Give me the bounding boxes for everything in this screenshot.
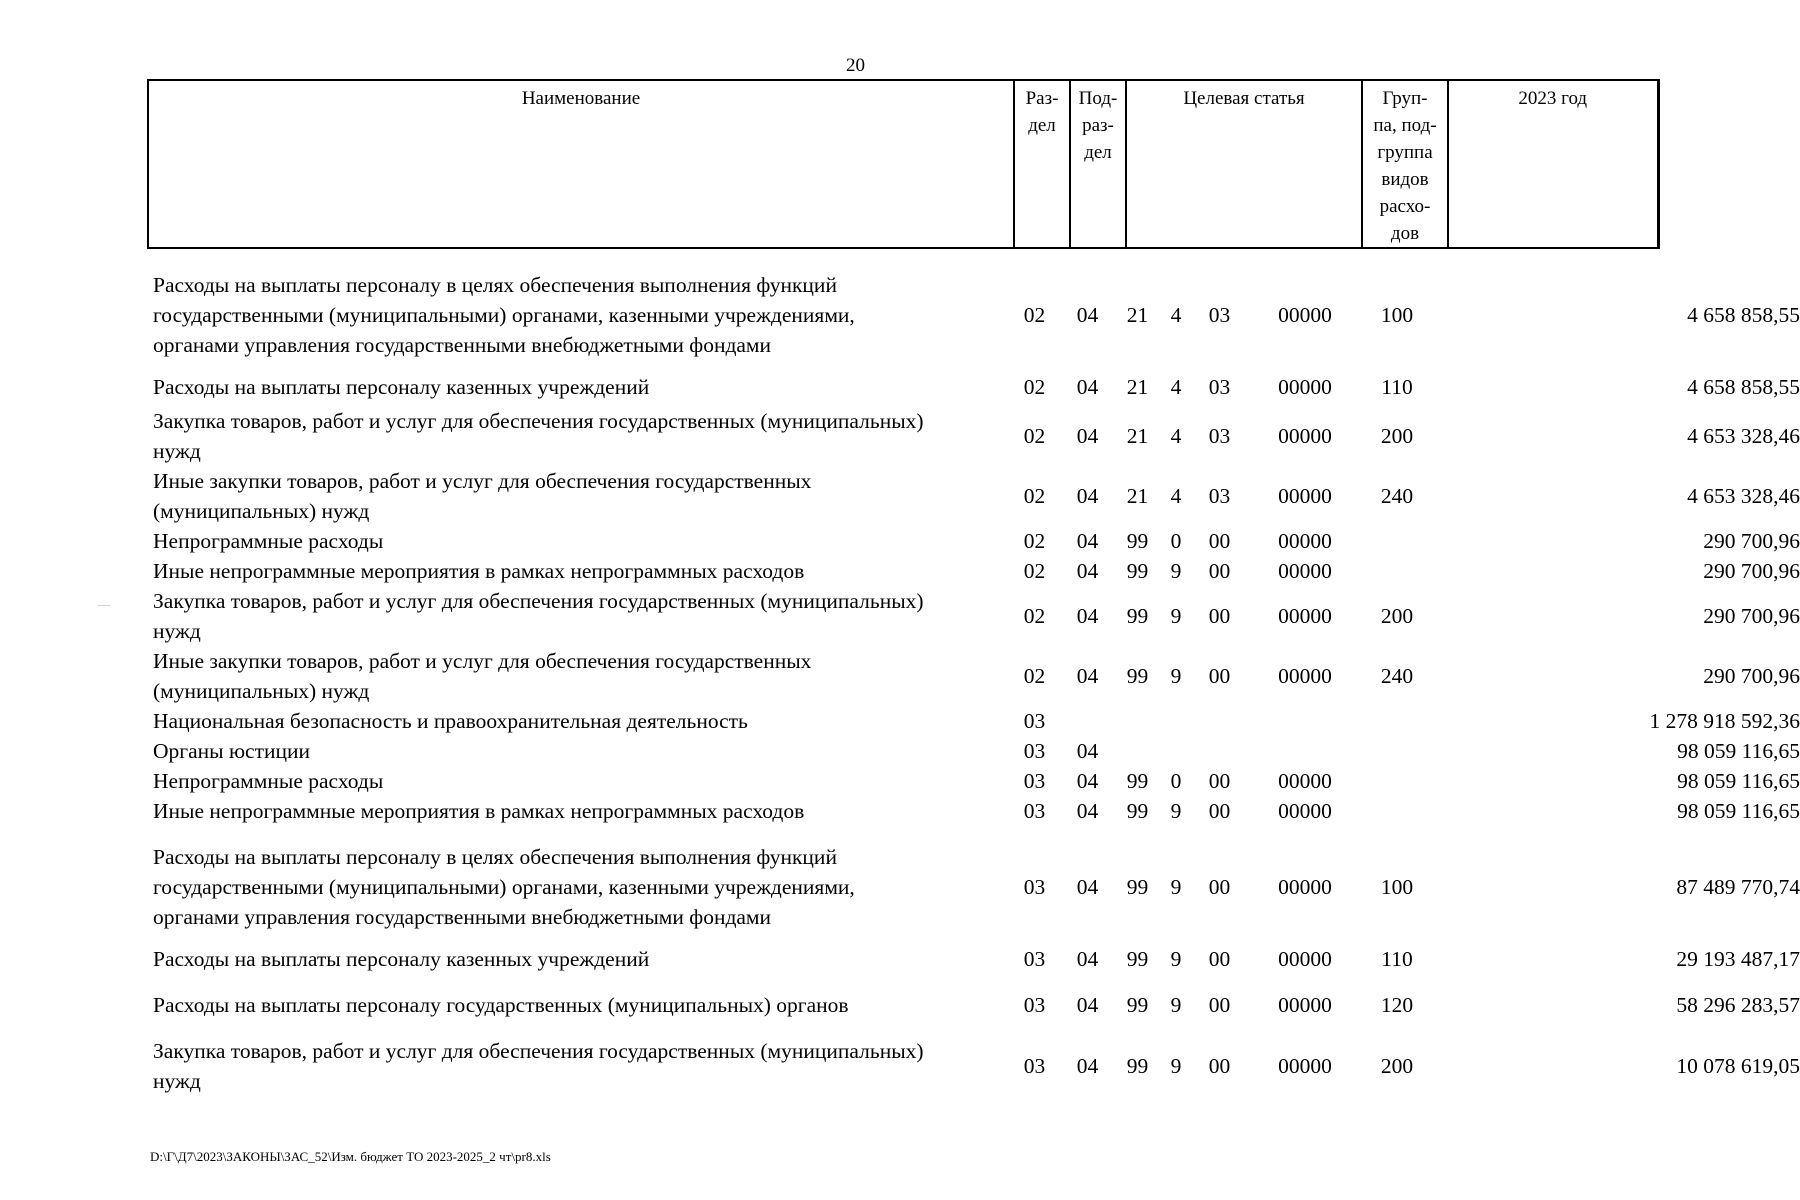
row-name-line: Иные непрограммные мероприятия в рамках непрограммных расходов (153, 559, 805, 583)
row-name-line: (муниципальных) нужд (153, 499, 370, 523)
cell-cs2: 9 (1170, 1054, 1182, 1078)
cell-cs2: 9 (1170, 604, 1182, 628)
cell-cs1: 99 (1126, 799, 1149, 823)
cell-cs1: 99 (1126, 1054, 1149, 1078)
table-header (147, 79, 1660, 249)
cell-cs1: 21 (1126, 303, 1149, 327)
row-name-line: органами управления государственными внебюджетными фондами (153, 333, 772, 357)
table-row (147, 1036, 1800, 1096)
header-target-article: Целевая статья (1126, 80, 1362, 248)
cell-cs4: 00000 (1278, 529, 1332, 553)
cell-razdel: 03 (1023, 1054, 1046, 1078)
cell-razdel: 02 (1023, 375, 1046, 399)
cell-cs3: 03 (1208, 424, 1231, 448)
cell-podrazdel: 04 (1076, 604, 1099, 628)
table-row (147, 944, 1800, 974)
cell-razdel: 02 (1023, 529, 1046, 553)
row-name-line: Расходы на выплаты персоналу в целях обеспечения выполнения функций (153, 845, 837, 869)
cell-cs2: 0 (1170, 529, 1182, 553)
cell-vid: 120 (1380, 993, 1414, 1017)
cell-cs1: 99 (1126, 529, 1149, 553)
cell-vid: 240 (1380, 664, 1414, 688)
cell-amount: 290 700,96 (1703, 559, 1800, 583)
cell-podrazdel: 04 (1076, 529, 1099, 553)
cell-cs2: 0 (1170, 769, 1182, 793)
row-name-line: нужд (153, 1069, 201, 1093)
cell-cs4: 00000 (1278, 424, 1332, 448)
cell-podrazdel: 04 (1076, 769, 1099, 793)
cell-amount: 58 296 283,57 (1676, 993, 1800, 1017)
table-row (147, 842, 1800, 932)
cell-razdel: 03 (1023, 769, 1046, 793)
table-row (147, 270, 1800, 360)
row-name-line: Непрограммные расходы (153, 529, 384, 553)
row-name (153, 586, 1023, 646)
table-row (147, 706, 1800, 736)
cell-cs3: 00 (1208, 947, 1231, 971)
cell-amount: 1 278 918 592,36 (1649, 709, 1800, 733)
row-name-line: Расходы на выплаты персоналу в целях обеспечения выполнения функций (153, 273, 837, 297)
row-name (153, 406, 1023, 466)
row-name-line: государственными (муниципальными) органами, казенными учреждениями, (153, 875, 855, 899)
cell-amount: 4 658 858,55 (1687, 303, 1800, 327)
header-razdel: Раз- дел (1014, 80, 1070, 248)
row-name (153, 372, 1023, 402)
cell-vid: 200 (1380, 604, 1414, 628)
cell-cs1: 99 (1126, 947, 1149, 971)
cell-cs1: 21 (1126, 375, 1149, 399)
row-name-line: нужд (153, 439, 201, 463)
cell-cs3: 00 (1208, 529, 1231, 553)
table-row (147, 646, 1800, 706)
cell-podrazdel: 04 (1076, 875, 1099, 899)
cell-razdel: 02 (1023, 559, 1046, 583)
cell-podrazdel: 04 (1076, 559, 1099, 583)
cell-cs3: 00 (1208, 1054, 1231, 1078)
cell-cs1: 99 (1126, 664, 1149, 688)
cell-cs4: 00000 (1278, 604, 1332, 628)
cell-amount: 98 059 116,65 (1677, 739, 1800, 763)
cell-cs2: 4 (1170, 303, 1182, 327)
cell-cs2: 4 (1170, 484, 1182, 508)
cell-cs3: 03 (1208, 375, 1231, 399)
row-name (153, 796, 1023, 826)
cell-cs3: 03 (1208, 303, 1231, 327)
margin-mark (98, 605, 110, 606)
row-name (153, 990, 1023, 1020)
cell-cs2: 9 (1170, 947, 1182, 971)
table-row (147, 990, 1800, 1020)
cell-cs2: 9 (1170, 664, 1182, 688)
table-row (147, 766, 1800, 796)
cell-cs4: 00000 (1278, 484, 1332, 508)
cell-amount: 4 653 328,46 (1687, 484, 1800, 508)
cell-cs4: 00000 (1278, 303, 1332, 327)
cell-razdel: 02 (1023, 424, 1046, 448)
row-name-line: нужд (153, 619, 201, 643)
cell-cs3: 03 (1208, 484, 1231, 508)
cell-cs1: 99 (1126, 769, 1149, 793)
row-name-line: Непрограммные расходы (153, 769, 384, 793)
cell-cs4: 00000 (1278, 559, 1332, 583)
row-name (153, 556, 1023, 586)
cell-cs4: 00000 (1278, 769, 1332, 793)
cell-cs4: 00000 (1278, 664, 1332, 688)
cell-cs4: 00000 (1278, 947, 1332, 971)
row-name-line: Иные закупки товаров, работ и услуг для обеспечения государственных (153, 469, 812, 493)
cell-vid: 100 (1380, 875, 1414, 899)
cell-cs2: 9 (1170, 799, 1182, 823)
cell-razdel: 02 (1023, 604, 1046, 628)
cell-podrazdel: 04 (1076, 799, 1099, 823)
cell-podrazdel: 04 (1076, 947, 1099, 971)
row-name-line: (муниципальных) нужд (153, 679, 370, 703)
cell-cs3: 00 (1208, 993, 1231, 1017)
cell-cs3: 00 (1208, 604, 1231, 628)
cell-amount: 29 193 487,17 (1676, 947, 1800, 971)
cell-cs1: 21 (1126, 484, 1149, 508)
row-name (153, 944, 1023, 974)
row-name-line: Закупка товаров, работ и услуг для обеспечения государственных (муниципальных) (153, 589, 924, 613)
header-year: 2023 год (1448, 80, 1658, 248)
cell-razdel: 03 (1023, 799, 1046, 823)
cell-cs1: 99 (1126, 559, 1149, 583)
table-row (147, 736, 1800, 766)
cell-vid: 110 (1381, 375, 1413, 399)
row-name (153, 842, 1023, 932)
cell-amount: 4 653 328,46 (1687, 424, 1800, 448)
cell-razdel: 02 (1023, 664, 1046, 688)
cell-cs4: 00000 (1278, 799, 1332, 823)
cell-cs4: 00000 (1278, 375, 1332, 399)
cell-amount: 4 658 858,55 (1687, 375, 1800, 399)
table-row (147, 466, 1800, 526)
cell-razdel: 03 (1023, 709, 1046, 733)
row-name (153, 766, 1023, 796)
cell-razdel: 03 (1023, 947, 1046, 971)
header-expense-group: Груп- па, под- группа видов расхо- дов (1362, 80, 1448, 248)
row-name-line: Расходы на выплаты персоналу казенных учреждений (153, 947, 650, 971)
cell-podrazdel: 04 (1076, 664, 1099, 688)
cell-cs2: 9 (1170, 993, 1182, 1017)
cell-cs1: 99 (1126, 993, 1149, 1017)
row-name-line: Иные закупки товаров, работ и услуг для обеспечения государственных (153, 649, 812, 673)
cell-amount: 98 059 116,65 (1677, 769, 1800, 793)
cell-amount: 87 489 770,74 (1676, 875, 1800, 899)
row-name-line: Расходы на выплаты персоналу государственных (муниципальных) органов (153, 993, 849, 1017)
cell-podrazdel: 04 (1076, 484, 1099, 508)
cell-razdel: 03 (1023, 993, 1046, 1017)
row-name-line: Органы юстиции (153, 739, 310, 763)
cell-cs3: 00 (1208, 875, 1231, 899)
row-name (153, 646, 1023, 706)
cell-amount: 290 700,96 (1703, 529, 1800, 553)
cell-cs3: 00 (1208, 664, 1231, 688)
cell-podrazdel: 04 (1076, 1054, 1099, 1078)
row-name-line: Закупка товаров, работ и услуг для обеспечения государственных (муниципальных) (153, 409, 924, 433)
cell-vid: 110 (1381, 947, 1413, 971)
cell-cs4: 00000 (1278, 993, 1332, 1017)
cell-cs2: 9 (1170, 875, 1182, 899)
footer-file-path: D:\Г\Д7\2023\ЗАКОНЫ\ЗАС_52\Изм. бюджет ТО 2023-2025_2 чт\pr8.xls (150, 1149, 551, 1164)
row-name-line: государственными (муниципальными) органами, казенными учреждениями, (153, 303, 855, 327)
table-row (147, 586, 1800, 646)
cell-amount: 290 700,96 (1703, 604, 1800, 628)
cell-amount: 10 078 619,05 (1676, 1054, 1800, 1078)
cell-razdel: 03 (1023, 875, 1046, 899)
table-row (147, 556, 1800, 586)
page-number: 20 (846, 55, 865, 76)
row-name-line: органами управления государственными внебюджетными фондами (153, 905, 772, 929)
cell-cs4: 00000 (1278, 1054, 1332, 1078)
cell-cs3: 00 (1208, 799, 1231, 823)
cell-amount: 98 059 116,65 (1677, 799, 1800, 823)
table-row (147, 372, 1800, 402)
cell-amount: 290 700,96 (1703, 664, 1800, 688)
cell-podrazdel: 04 (1076, 739, 1099, 763)
cell-cs3: 00 (1208, 559, 1231, 583)
row-name (153, 736, 1023, 766)
header-name: Наименование (148, 80, 1014, 248)
cell-vid: 200 (1380, 424, 1414, 448)
cell-cs2: 4 (1170, 424, 1182, 448)
cell-cs2: 4 (1170, 375, 1182, 399)
cell-podrazdel: 04 (1076, 303, 1099, 327)
cell-cs4: 00000 (1278, 875, 1332, 899)
row-name-line: Национальная безопасность и правоохранительная деятельность (153, 709, 748, 733)
cell-podrazdel: 04 (1076, 424, 1099, 448)
cell-razdel: 02 (1023, 303, 1046, 327)
row-name (153, 706, 1023, 736)
cell-vid: 200 (1380, 1054, 1414, 1078)
row-name-line: Закупка товаров, работ и услуг для обеспечения государственных (муниципальных) (153, 1039, 924, 1063)
cell-vid: 240 (1380, 484, 1414, 508)
cell-cs3: 00 (1208, 769, 1231, 793)
row-name-line: Расходы на выплаты персоналу казенных учреждений (153, 375, 650, 399)
row-name (153, 466, 1023, 526)
table-row (147, 406, 1800, 466)
row-name-line: Иные непрограммные мероприятия в рамках непрограммных расходов (153, 799, 805, 823)
row-name (153, 1036, 1023, 1096)
cell-cs2: 9 (1170, 559, 1182, 583)
header-podrazdel: Под- раз- дел (1070, 80, 1126, 248)
cell-cs1: 21 (1126, 424, 1149, 448)
table-row (147, 526, 1800, 556)
table-row (147, 796, 1800, 826)
cell-podrazdel: 04 (1076, 993, 1099, 1017)
cell-cs1: 99 (1126, 604, 1149, 628)
row-name (153, 526, 1023, 556)
cell-vid: 100 (1380, 303, 1414, 327)
cell-razdel: 03 (1023, 739, 1046, 763)
cell-razdel: 02 (1023, 484, 1046, 508)
cell-podrazdel: 04 (1076, 375, 1099, 399)
cell-cs1: 99 (1126, 875, 1149, 899)
row-name (153, 270, 1023, 360)
